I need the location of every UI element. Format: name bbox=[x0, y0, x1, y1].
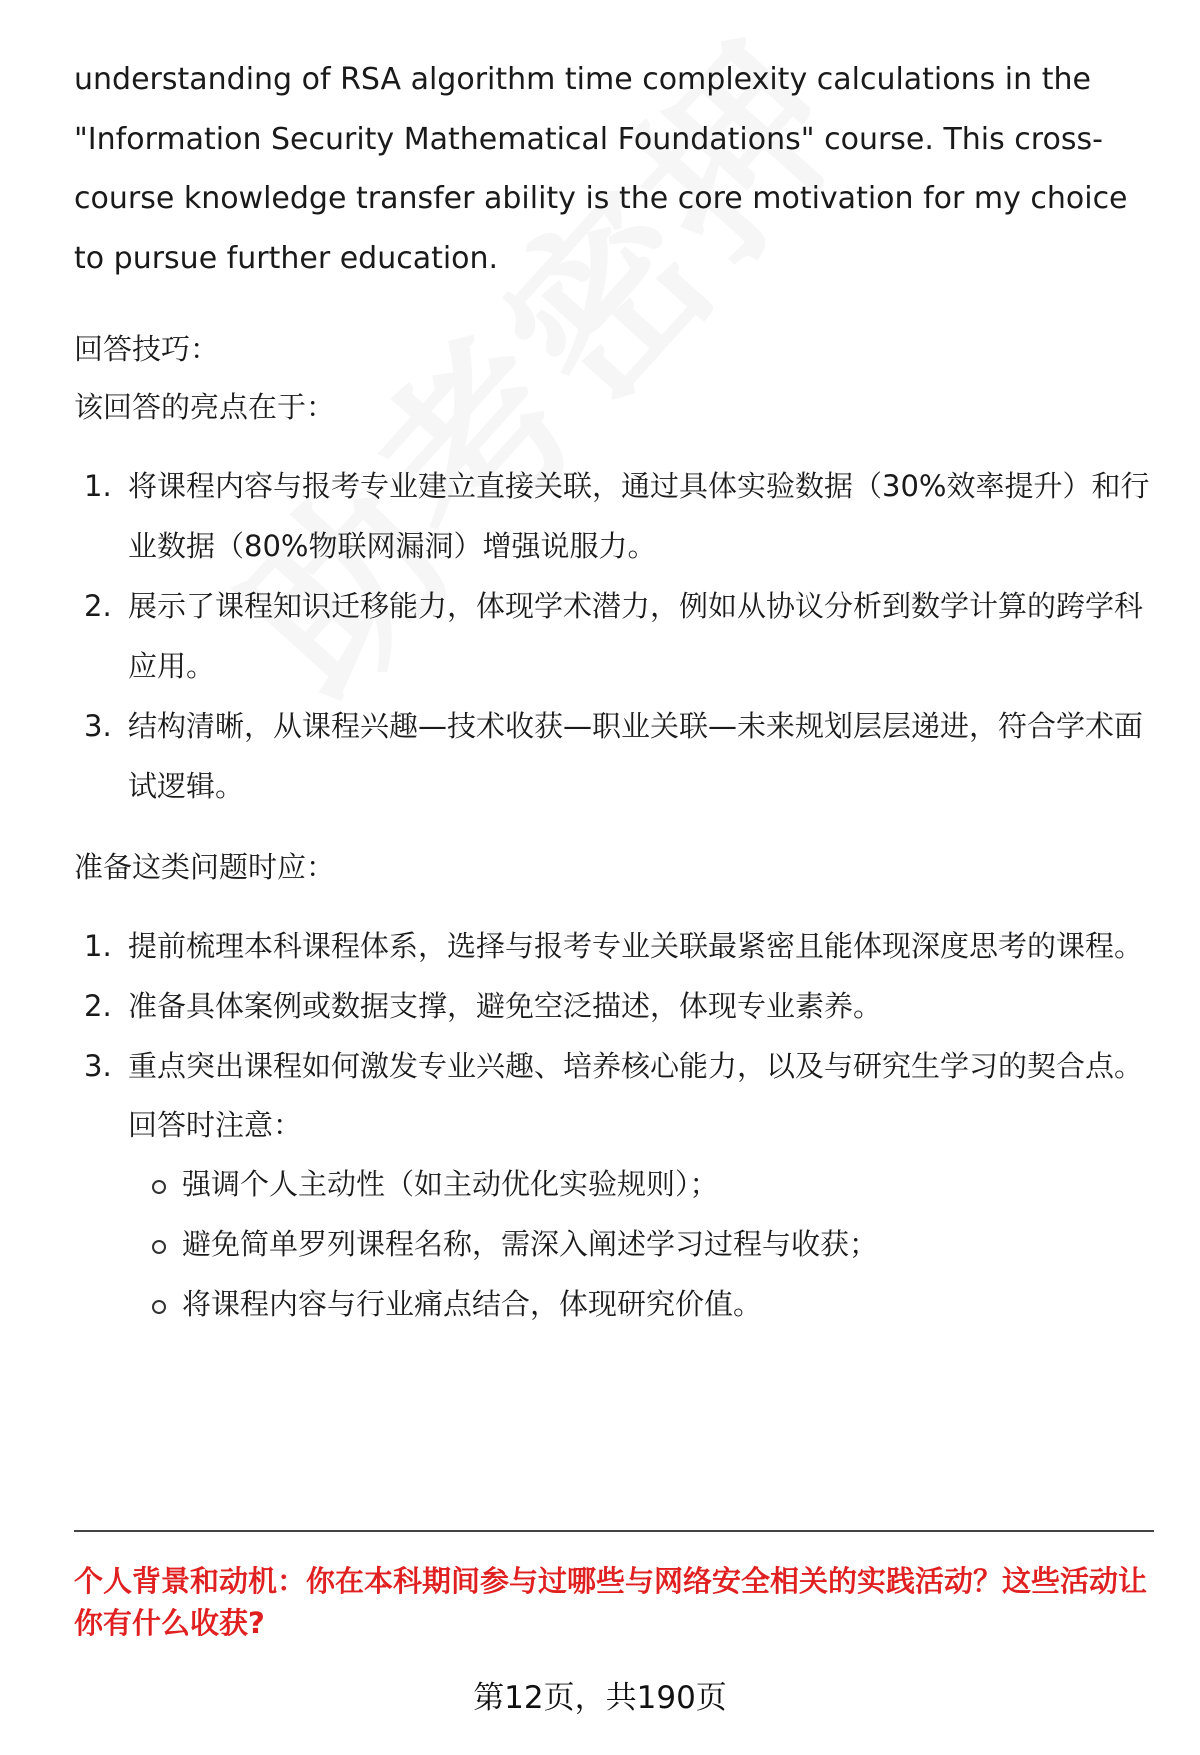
list-item: 将课程内容与行业痛点结合，体现研究价值。 bbox=[128, 1274, 1154, 1334]
next-question-heading: 个人背景和动机：你在本科期间参与过哪些与网络安全相关的实践活动？这些活动让你有什么收获? bbox=[74, 1564, 1148, 1640]
list-item bbox=[74, 456, 1154, 576]
list-item bbox=[74, 576, 1154, 696]
list-number: 2. bbox=[84, 989, 112, 1023]
notes-block bbox=[74, 1096, 1154, 1334]
list-item-text: 提前梳理本科课程体系，选择与报考专业关联最紧密且能体现深度思考的课程。 bbox=[128, 929, 1144, 963]
notes-list bbox=[128, 1154, 1154, 1334]
highlights-heading: 该回答的亮点在于： bbox=[74, 390, 336, 424]
list-item bbox=[74, 1036, 1154, 1096]
notes-heading: 回答时注意： bbox=[128, 1108, 303, 1142]
page-footer: 第12页，共190页 bbox=[473, 1680, 727, 1716]
list-number: 3. bbox=[84, 709, 112, 743]
list-item bbox=[74, 976, 1154, 1036]
intro-paragraph: understanding of RSA algorithm time complexity calculations in the "Information Security Mathematical Foundations" course. This cross-course knowledge transfer ability is the core motivation for my choice to pursue further education. bbox=[74, 62, 1128, 276]
list-item-text: 重点突出课程如何激发专业兴趣、培养核心能力，以及与研究生学习的契合点。 bbox=[128, 1049, 1144, 1083]
list-item bbox=[74, 916, 1154, 976]
list-item: 强调个人主动性（如主动优化实验规则）； bbox=[128, 1154, 1154, 1214]
prepare-heading: 准备这类问题时应： bbox=[74, 850, 336, 884]
list-number: 1. bbox=[84, 469, 112, 503]
list-item-text: 将课程内容与报考专业建立直接关联，通过具体实验数据（30%效率提升）和行业数据（80%物联网漏洞）增强说服力。 bbox=[128, 469, 1150, 563]
tips-heading: 回答技巧： bbox=[74, 332, 220, 366]
list-item: 避免简单罗列课程名称，需深入阐述学习过程与收获； bbox=[128, 1214, 1154, 1274]
list-item bbox=[74, 696, 1154, 816]
section-divider bbox=[74, 1530, 1154, 1532]
list-item-text: 准备具体案例或数据支撑，避免空泛描述，体现专业素养。 bbox=[128, 989, 883, 1023]
list-item-text: 结构清晰，从课程兴趣—技术收获—职业关联—未来规划层层递进，符合学术面试逻辑。 bbox=[128, 709, 1144, 803]
page-content bbox=[74, 50, 1154, 1334]
list-number: 3. bbox=[84, 1049, 112, 1083]
prepare-list bbox=[74, 916, 1154, 1096]
list-number: 1. bbox=[84, 929, 112, 963]
list-item-text: 展示了课程知识迁移能力，体现学术潜力，例如从协议分析到数学计算的跨学科应用。 bbox=[128, 589, 1144, 683]
list-number: 2. bbox=[84, 589, 112, 623]
highlights-list bbox=[74, 456, 1154, 816]
